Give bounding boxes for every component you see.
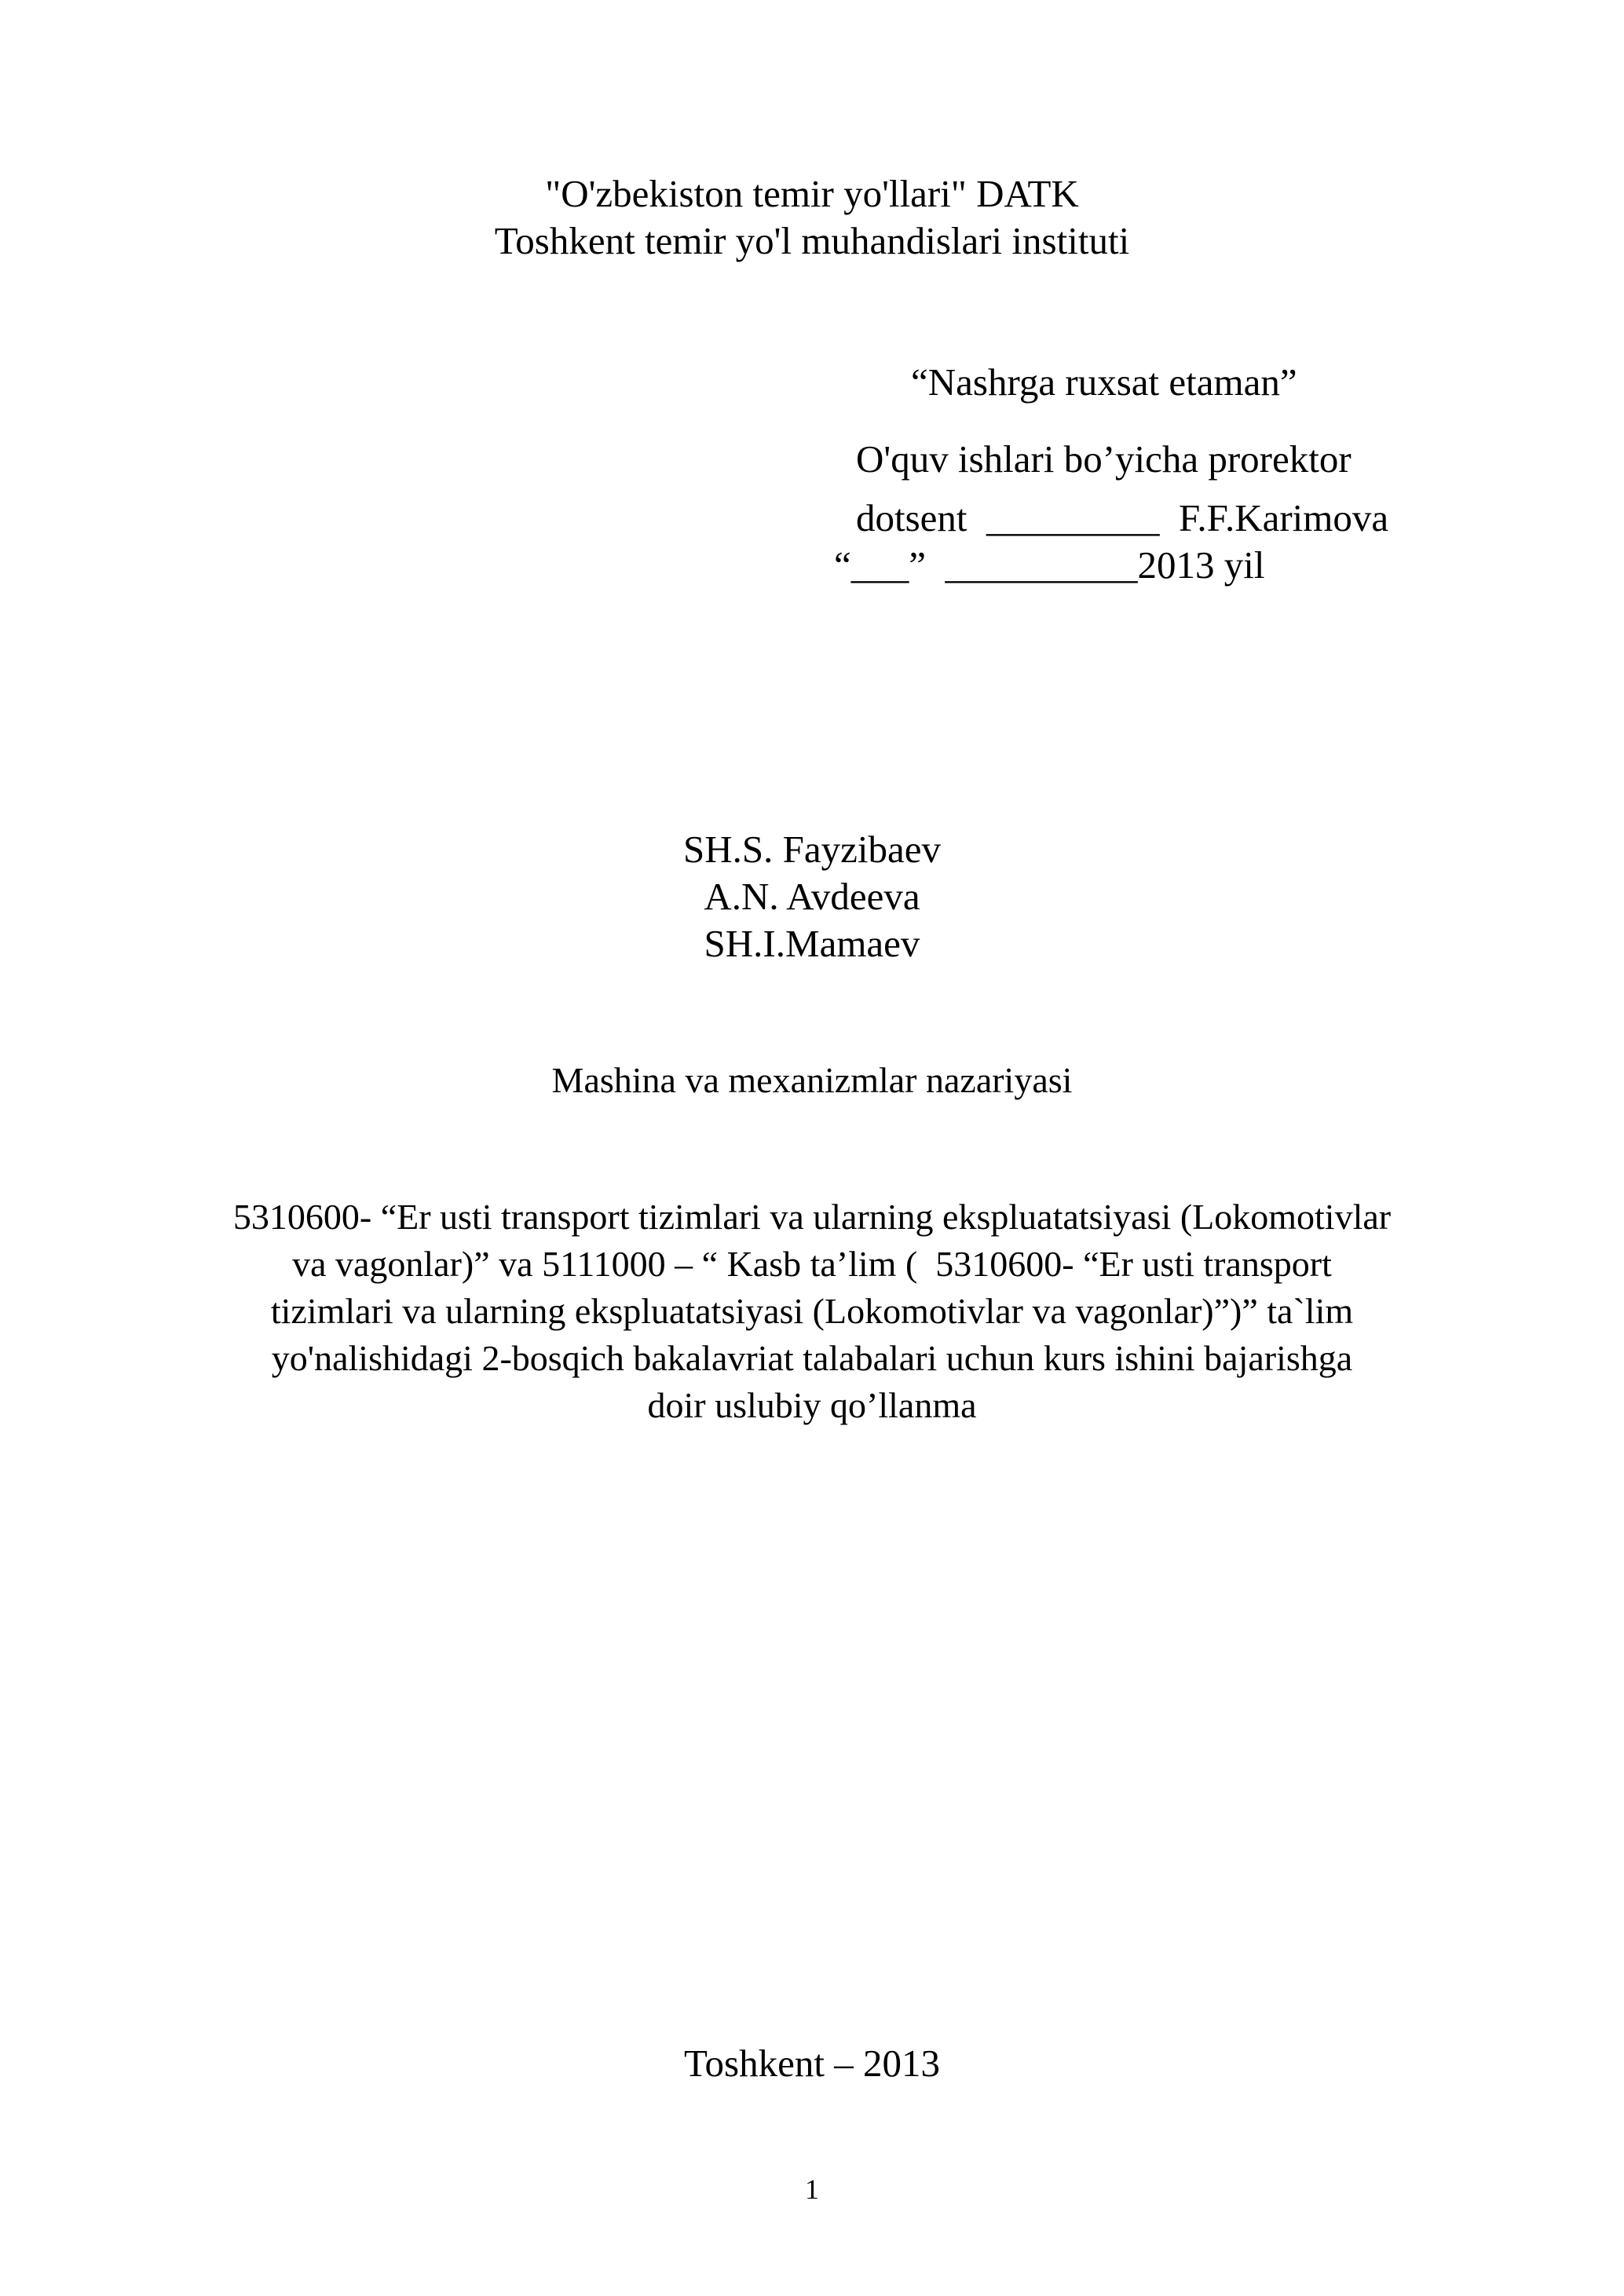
description-line-3: tizimlari va ularning ekspluatatsiyasi (Lokomotivlar va vagonlar)”)” ta`lim xyxy=(270,1291,1354,1331)
description-line-2: va vagonlar)” va 5111000 – “ Kasb ta’lim ( 5310600- “Er usti transport xyxy=(292,1244,1332,1284)
institute-name: Toshkent temir yo'l muhandislari instituti xyxy=(494,219,1130,262)
author-1: SH.S. Fayzibaev xyxy=(683,828,941,871)
approval-signature-line: dotsent _________ F.F.Karimova xyxy=(856,496,1389,539)
organization-name: "O'zbekiston temir yo'llari" DATK xyxy=(545,172,1079,215)
approval-date-line: “___” __________2013 yil xyxy=(834,543,1265,587)
approval-position: O'quv ishlari bo’yicha prorektor xyxy=(856,437,1352,481)
page-number: 1 xyxy=(805,2174,819,2205)
document-title: Mashina va mexanizmlar nazariyasi xyxy=(551,1060,1073,1100)
description-line-4: yo'nalishidagi 2-bosqich bakalavriat talabalari uchun kurs ishini bajarishga xyxy=(271,1338,1353,1378)
place-and-year: Toshkent – 2013 xyxy=(684,2042,940,2085)
author-2: A.N. Avdeeva xyxy=(704,875,920,918)
author-3: SH.I.Mamaev xyxy=(704,922,920,965)
description-line-1: 5310600- “Er usti transport tizimlari va ularning ekspluatatsiyasi (Lokomotivlar xyxy=(232,1197,1392,1237)
description-line-5: doir uslubiy qo’llanma xyxy=(647,1385,977,1425)
approval-title: “Nashrga ruxsat etaman” xyxy=(911,360,1297,404)
